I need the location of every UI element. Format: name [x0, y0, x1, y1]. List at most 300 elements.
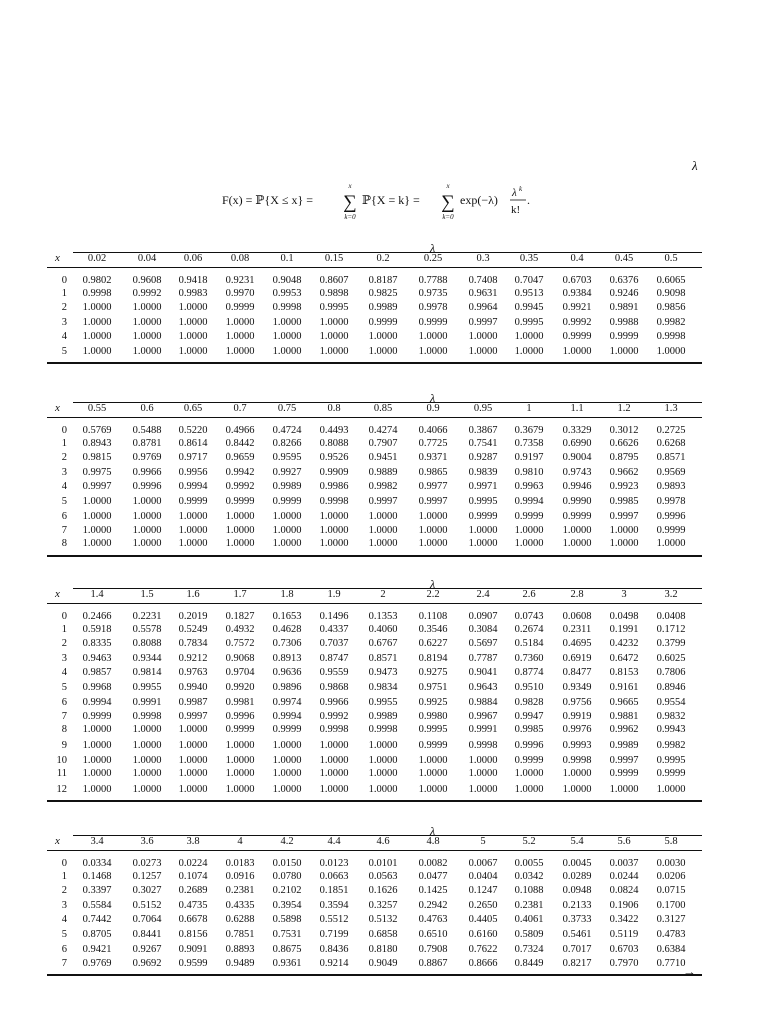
table-cell: 0.9999: [272, 496, 302, 507]
table-cell: 0.3397: [82, 884, 112, 896]
table-cell: 0.9942: [225, 467, 255, 479]
table-cell: 0.7787: [468, 653, 498, 665]
table-cell: 0.9662: [609, 467, 639, 479]
table-cell: 0.9510: [514, 682, 544, 693]
table-cell: 0.3594: [319, 900, 349, 912]
table-cell: 0.1827: [225, 611, 255, 622]
sum2-upper-limit: x: [446, 182, 450, 190]
table-cell: 0.9995: [418, 724, 448, 736]
table-cell: 0.9595: [272, 451, 302, 463]
table-cell: 0.9889: [368, 467, 398, 479]
table-cell: 0.9999: [514, 755, 544, 766]
table-cell: 1.0000: [178, 524, 208, 536]
table-cell: 0.9048: [272, 275, 302, 286]
table-cell: 1.0000: [319, 768, 349, 780]
table-cell: 0.8088: [319, 438, 349, 450]
table-cell: 0.5488: [132, 425, 162, 436]
table-cell: 0.4335: [225, 900, 255, 912]
table-cell: 0.6268: [656, 438, 686, 450]
table-cell: 0.7710: [656, 957, 686, 969]
table-cell: 1.0000: [132, 496, 162, 507]
table-cell: 0.0408: [656, 611, 686, 622]
lambda-column-header: 3: [621, 589, 627, 600]
table-cell: 1.0000: [178, 511, 208, 523]
table-cell: 0.9212: [178, 653, 208, 665]
table-cell: 1.0000: [368, 524, 398, 536]
table-cell: 1.0000: [178, 301, 208, 313]
lambda-column-header: 3.8: [186, 836, 200, 847]
table-cell: 1.0000: [82, 524, 112, 536]
table-cell: 0.9921: [562, 301, 592, 313]
row-x-value: 1: [61, 624, 67, 636]
table-cell: 1.0000: [178, 724, 208, 736]
table-bottom-rule: [47, 555, 702, 557]
table-cell: 0.1257: [132, 871, 162, 883]
table-cell: 0.9267: [132, 944, 162, 956]
table-row: [47, 739, 702, 752]
table-cell: 0.9998: [319, 496, 349, 507]
table-cell: 1.0000: [82, 301, 112, 313]
table-cell: 0.9884: [468, 697, 498, 709]
table-cell: 1.0000: [178, 346, 208, 357]
table-cell: 0.4493: [319, 425, 349, 436]
table-cell: 0.7908: [418, 944, 448, 956]
table-cell: 0.9214: [319, 957, 349, 969]
table-cell: 0.9982: [656, 317, 686, 329]
table-cell: 0.9994: [514, 496, 544, 507]
table-cell: 0.0206: [656, 871, 686, 883]
table-cell: 0.0045: [562, 858, 592, 869]
lambda-column-header: 0.5: [664, 253, 678, 264]
row-x-value: 8: [61, 724, 67, 736]
table-cell: 0.9763: [178, 666, 208, 678]
table-row: [47, 330, 702, 343]
table-cell: 1.0000: [562, 538, 592, 550]
table-cell: 0.9999: [609, 330, 639, 342]
header-rule: [47, 417, 702, 418]
table-cell: 0.7531: [272, 929, 302, 940]
table-cell: 0.9997: [82, 480, 112, 492]
table-cell: 0.3422: [609, 913, 639, 925]
lambda-column-header: 0.3: [476, 253, 490, 264]
table-cell: 0.9559: [319, 666, 349, 678]
row-x-value: 0: [61, 858, 67, 869]
table-cell: 0.5697: [468, 637, 498, 649]
table-cell: 0.6025: [656, 653, 686, 665]
table-cell: 1.0000: [82, 496, 112, 507]
table-cell: 0.9943: [656, 724, 686, 736]
table-cell: 1.0000: [132, 739, 162, 751]
table-cell: 0.3733: [562, 913, 592, 925]
table-cell: 0.9980: [418, 710, 448, 722]
lambda-column-header: 1.6: [186, 589, 200, 600]
header-row: [47, 588, 702, 601]
table-cell: 0.9999: [562, 330, 592, 342]
table-cell: 0.7360: [514, 653, 544, 665]
table-cell: 1.0000: [82, 511, 112, 523]
lambda-column-header: 4.8: [426, 836, 440, 847]
table-cell: 0.5918: [82, 624, 112, 636]
header-rule: [47, 603, 702, 604]
table-cell: 0.9953: [272, 288, 302, 300]
table-cell: 1.0000: [132, 317, 162, 329]
table-cell: 0.1700: [656, 900, 686, 912]
table-cell: 0.9962: [609, 724, 639, 736]
table-cell: 0.3799: [656, 637, 686, 649]
row-x-value: 5: [61, 346, 67, 357]
table-cell: 0.2231: [132, 611, 162, 622]
table-cell: 1.0000: [319, 739, 349, 751]
table-cell: 0.6767: [368, 637, 398, 649]
table-cell: 0.7047: [514, 275, 544, 286]
table-cell: 0.9923: [609, 480, 639, 492]
table-cell: 0.9999: [468, 511, 498, 523]
table-cell: 0.8180: [368, 944, 398, 956]
table-cell: 0.9769: [82, 957, 112, 969]
table-cell: 0.9344: [132, 653, 162, 665]
table-cell: 0.9998: [468, 739, 498, 751]
table-cell: 0.9996: [132, 480, 162, 492]
table-cell: 0.7907: [368, 438, 398, 450]
table-cell: 0.9704: [225, 666, 255, 678]
table-cell: 0.5512: [319, 913, 349, 925]
table-row: [47, 723, 702, 736]
table-cell: 0.9608: [132, 275, 162, 286]
table-row: [47, 466, 702, 479]
table-cell: 1.0000: [272, 538, 302, 550]
table-cell: 0.0948: [562, 884, 592, 896]
table-cell: 0.9997: [418, 496, 448, 507]
table-cell: 0.8607: [319, 275, 349, 286]
table-cell: 0.9463: [82, 653, 112, 665]
table-cell: 1.0000: [514, 783, 544, 795]
table-cell: 0.9999: [178, 496, 208, 507]
lambda-column-header: 1.2: [617, 403, 631, 414]
table-cell: 1.0000: [225, 739, 255, 751]
table-row: [47, 345, 702, 358]
table-cell: 1.0000: [656, 538, 686, 550]
table-cell: 0.3546: [418, 624, 448, 636]
table-cell: 0.8893: [225, 944, 255, 956]
table-cell: 0.4405: [468, 913, 498, 925]
table-cell: 0.1108: [418, 611, 448, 622]
lambda-column-header: 1.1: [570, 403, 584, 414]
table-row: [47, 437, 702, 450]
table-cell: 0.1425: [418, 884, 448, 896]
table-cell: 0.1626: [368, 884, 398, 896]
table-cell: 0.9991: [468, 724, 498, 736]
lambda-column-header: 0.35: [519, 253, 539, 264]
table-cell: 0.0477: [418, 871, 448, 883]
table-cell: 0.6160: [468, 929, 498, 940]
lambda-column-header: 1.5: [140, 589, 154, 600]
table-cell: 0.3127: [656, 913, 686, 925]
table-cell: 1.0000: [225, 524, 255, 536]
table-cell: 0.9999: [225, 301, 255, 313]
lambda-column-header: 0.06: [183, 253, 203, 264]
table-cell: 1.0000: [656, 346, 686, 357]
table-cell: 1.0000: [82, 724, 112, 736]
table-cell: 0.9513: [514, 288, 544, 300]
table-cell: 1.0000: [178, 783, 208, 795]
row-x-value: 10: [56, 755, 67, 766]
table-row: [47, 316, 702, 329]
sum2-lower-limit: k=0: [442, 213, 454, 221]
lambda-column-header: 5.2: [522, 836, 536, 847]
table-cell: 0.9998: [272, 301, 302, 313]
table-row: [47, 537, 702, 550]
row-x-value: 1: [61, 871, 67, 883]
table-cell: 0.9756: [562, 697, 592, 709]
table-cell: 0.9743: [562, 467, 592, 479]
sum1-upper-limit: x: [348, 182, 352, 190]
table-cell: 0.9963: [514, 480, 544, 492]
table-cell: 0.5132: [368, 913, 398, 925]
table-cell: 0.9489: [225, 957, 255, 969]
table-cell: 0.0563: [368, 871, 398, 883]
table-cell: 1.0000: [319, 755, 349, 766]
table-cell: 0.9947: [514, 710, 544, 722]
table-cell: 1.0000: [225, 317, 255, 329]
table-cell: 1.0000: [368, 538, 398, 550]
table-row: [47, 884, 702, 897]
table-cell: 1.0000: [178, 317, 208, 329]
table-cell: 1.0000: [319, 524, 349, 536]
table-cell: 0.8156: [178, 929, 208, 940]
table-cell: 0.9998: [319, 724, 349, 736]
table-cell: 0.9989: [368, 710, 398, 722]
table-cell: 0.9815: [82, 451, 112, 463]
table-cell: 0.0342: [514, 871, 544, 883]
lambda-label: λ: [430, 391, 436, 405]
row-x-value: 1: [61, 288, 67, 300]
table-cell: 0.9832: [656, 710, 686, 722]
table-cell: 0.9769: [132, 451, 162, 463]
table-cell: 0.0916: [225, 871, 255, 883]
table-cell: 0.9049: [368, 957, 398, 969]
lambda-column-header: 1.3: [664, 403, 678, 414]
table-cell: 0.9068: [225, 653, 255, 665]
table-cell: 0.4232: [609, 637, 639, 649]
table-cell: 0.4695: [562, 637, 592, 649]
table-cell: 1.0000: [272, 317, 302, 329]
table-cell: 0.9994: [272, 710, 302, 722]
table-cell: 1.0000: [82, 755, 112, 766]
table-cell: 0.9857: [82, 666, 112, 678]
cdf-formula: [0, 180, 768, 222]
table-cell: 0.9992: [562, 317, 592, 329]
lambda-column-header: 2.4: [476, 589, 490, 600]
table-cell: 1.0000: [418, 768, 448, 780]
table-cell: 0.9989: [368, 301, 398, 313]
table-cell: 0.6288: [225, 913, 255, 925]
row-x-value: 0: [61, 425, 67, 436]
formula-term2: exp(−λ): [460, 193, 498, 207]
table-cell: 1.0000: [368, 768, 398, 780]
table-cell: 0.0498: [609, 611, 639, 622]
table-cell: 0.8436: [319, 944, 349, 956]
table-cell: 1.0000: [468, 524, 498, 536]
table-cell: 1.0000: [562, 768, 592, 780]
table-cell: 0.9998: [132, 710, 162, 722]
table-cell: 1.0000: [468, 538, 498, 550]
lambda-column-header: 0.4: [570, 253, 584, 264]
formula-term1: ℙ{X = k} =: [362, 193, 420, 207]
table-cell: 1.0000: [368, 739, 398, 751]
table-cell: 0.1353: [368, 611, 398, 622]
table-cell: 0.1247: [468, 884, 498, 896]
table-cell: 1.0000: [225, 768, 255, 780]
row-x-value: 0: [61, 275, 67, 286]
table-cell: 0.9996: [656, 511, 686, 523]
table-cell: 0.9643: [468, 682, 498, 693]
continue-arrow-icon: →: [683, 964, 696, 979]
poisson-table-3: [47, 578, 702, 794]
lambda-column-header: 0.8: [327, 403, 341, 414]
table-cell: 0.9825: [368, 288, 398, 300]
table-cell: 0.1496: [319, 611, 349, 622]
table-cell: 0.9881: [609, 710, 639, 722]
table-cell: 1.0000: [468, 768, 498, 780]
table-cell: 1.0000: [132, 346, 162, 357]
sum2-sigma-icon: ∑: [441, 192, 455, 213]
table-cell: 0.9554: [656, 697, 686, 709]
table-cell: 0.8571: [368, 653, 398, 665]
table-cell: 0.1468: [82, 871, 112, 883]
row-x-value: 2: [61, 451, 67, 463]
table-cell: 0.9868: [319, 682, 349, 693]
table-cell: 1.0000: [656, 783, 686, 795]
header-row: [47, 402, 702, 415]
table-cell: 0.9977: [418, 480, 448, 492]
table-cell: 0.1991: [609, 624, 639, 636]
table-cell: 0.7064: [132, 913, 162, 925]
table-cell: 1.0000: [562, 783, 592, 795]
table-cell: 1.0000: [418, 783, 448, 795]
table-cell: 0.7199: [319, 929, 349, 940]
row-x-value: 4: [61, 913, 67, 925]
table-cell: 0.4066: [418, 425, 448, 436]
table-cell: 0.3027: [132, 884, 162, 896]
table-cell: 0.1653: [272, 611, 302, 622]
table-cell: 0.4763: [418, 913, 448, 925]
lambda-column-header: 0.08: [230, 253, 250, 264]
table-cell: 0.7572: [225, 637, 255, 649]
table-cell: 1.0000: [225, 346, 255, 357]
table-row: [47, 510, 702, 523]
table-cell: 0.8867: [418, 957, 448, 969]
table-cell: 1.0000: [319, 317, 349, 329]
lambda-column-header: 2.2: [426, 589, 440, 600]
poisson-table-4: [47, 824, 702, 969]
table-cell: 0.0663: [319, 871, 349, 883]
lambda-column-header: 0.25: [423, 253, 443, 264]
row-x-value: 3: [61, 900, 67, 912]
table-cell: 1.0000: [132, 724, 162, 736]
table-cell: 0.2381: [514, 900, 544, 912]
table-cell: 0.8614: [178, 438, 208, 450]
table-cell: 1.0000: [514, 330, 544, 342]
table-cell: 0.7306: [272, 637, 302, 649]
lambda-column-header: 0.85: [373, 403, 393, 414]
table-cell: 0.0743: [514, 611, 544, 622]
table-cell: 0.9997: [468, 317, 498, 329]
table-cell: 0.3954: [272, 900, 302, 912]
table-cell: 0.1712: [656, 624, 686, 636]
table-cell: 0.0404: [468, 871, 498, 883]
table-row: [47, 287, 702, 300]
row-x-value: 2: [61, 884, 67, 896]
lambda-column-header: 0.7: [233, 403, 247, 414]
table-cell: 0.9814: [132, 666, 162, 678]
table-cell: 0.8194: [418, 653, 448, 665]
row-x-value: 9: [61, 739, 67, 751]
table-row: [47, 870, 702, 883]
table-cell: 0.0123: [319, 858, 349, 869]
table-cell: 0.3257: [368, 900, 398, 912]
lambda-column-header: 4.2: [280, 836, 294, 847]
table-cell: 0.9982: [656, 739, 686, 751]
row-x-value: 0: [61, 611, 67, 622]
table-cell: 0.8666: [468, 957, 498, 969]
header-row: [47, 252, 702, 265]
table-cell: 0.9421: [82, 944, 112, 956]
table-cell: 0.9810: [514, 467, 544, 479]
table-cell: 0.9995: [319, 301, 349, 313]
header-row: [47, 835, 702, 848]
table-cell: 1.0000: [225, 538, 255, 550]
x-column-header: x: [55, 402, 60, 414]
table-cell: 0.9717: [178, 451, 208, 463]
table-cell: 0.9999: [418, 317, 448, 329]
lambda-label: λ: [430, 241, 436, 255]
table-cell: 0.2466: [82, 611, 112, 622]
table-cell: 0.0244: [609, 871, 639, 883]
table-row: [47, 666, 702, 679]
table-cell: 0.1906: [609, 900, 639, 912]
table-cell: 1.0000: [272, 346, 302, 357]
table-cell: 1.0000: [82, 317, 112, 329]
table-cell: 1.0000: [514, 346, 544, 357]
table-cell: 1.0000: [132, 524, 162, 536]
table-cell: 1.0000: [319, 538, 349, 550]
table-row: [47, 957, 702, 970]
table-cell: 0.8747: [319, 653, 349, 665]
table-bottom-rule: [47, 800, 702, 802]
table-cell: 0.6376: [609, 275, 639, 286]
table-cell: 0.9995: [656, 755, 686, 766]
table-cell: 1.0000: [272, 739, 302, 751]
table-cell: 0.9968: [82, 682, 112, 693]
lambda-label: λ: [430, 824, 436, 838]
lambda-column-header: 0.75: [277, 403, 297, 414]
table-cell: 0.0101: [368, 858, 398, 869]
table-cell: 0.8705: [82, 929, 112, 940]
table-cell: 0.9946: [562, 480, 592, 492]
table-cell: 1.0000: [418, 330, 448, 342]
table-cell: 0.7806: [656, 666, 686, 678]
table-cell: 1.0000: [272, 755, 302, 766]
table-cell: 0.9999: [562, 511, 592, 523]
table-cell: 0.0715: [656, 884, 686, 896]
table-cell: 0.9349: [562, 682, 592, 693]
table-cell: 0.6472: [609, 653, 639, 665]
table-cell: 0.9384: [562, 288, 592, 300]
table-bottom-rule: [47, 362, 702, 364]
table-cell: 0.8335: [82, 637, 112, 649]
table-cell: 0.9361: [272, 957, 302, 969]
table-cell: 0.6510: [418, 929, 448, 940]
